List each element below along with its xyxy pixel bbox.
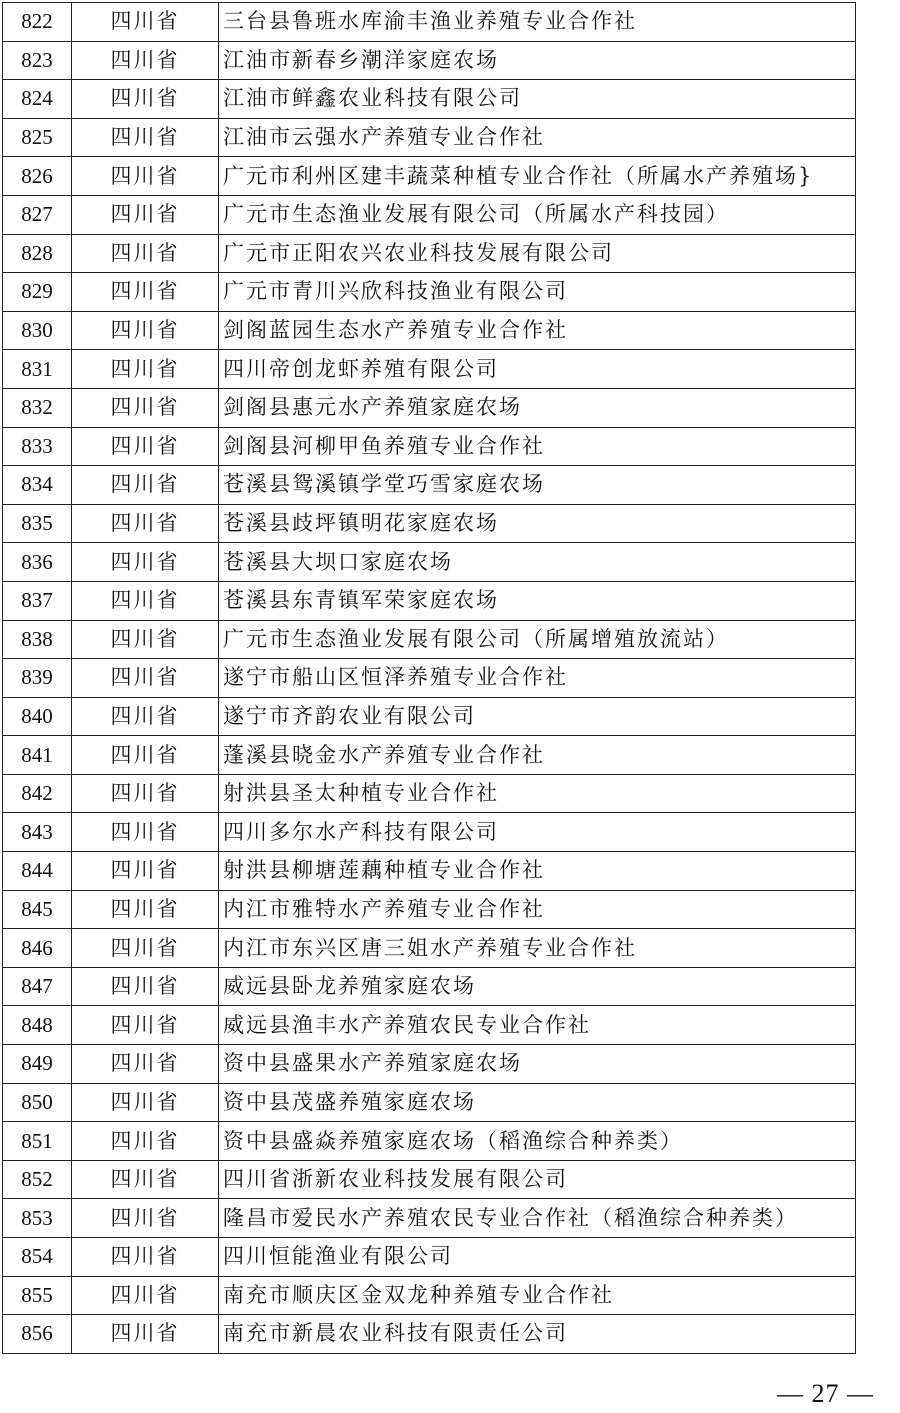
table-row: [3, 1083, 856, 1122]
province-cell: 四川省: [72, 967, 219, 1006]
organization-name-cell: 射洪县圣太种植专业合作社: [219, 774, 856, 813]
organization-name-cell: 江油市鲜鑫农业科技有限公司: [219, 80, 856, 119]
province-cell: 四川省: [72, 3, 219, 42]
table-row: [3, 1045, 856, 1084]
row-number-cell: 829: [3, 273, 72, 312]
row-number-cell: 830: [3, 311, 72, 350]
row-number-cell: 838: [3, 620, 72, 659]
row-number-cell: 833: [3, 427, 72, 466]
organization-name-cell: 三台县鲁班水库渝丰渔业养殖专业合作社: [219, 3, 856, 42]
table-row: [3, 736, 856, 775]
province-cell: 四川省: [72, 1122, 219, 1161]
table-row: [3, 504, 856, 543]
table-row: [3, 1276, 856, 1315]
page-number: — 27 —: [777, 1379, 874, 1408]
row-number-cell: 839: [3, 659, 72, 698]
organization-name-cell: 苍溪县歧坪镇明花家庭农场: [219, 504, 856, 543]
organization-name-cell: 剑阁县河柳甲鱼养殖专业合作社: [219, 427, 856, 466]
row-number-cell: 849: [3, 1045, 72, 1084]
province-cell: 四川省: [72, 659, 219, 698]
province-cell: 四川省: [72, 736, 219, 775]
organization-name-cell: 蓬溪县晓金水产养殖专业合作社: [219, 736, 856, 775]
row-number-cell: 854: [3, 1238, 72, 1277]
organization-name-cell: 苍溪县鸳溪镇学堂巧雪家庭农场: [219, 466, 856, 505]
organization-name-cell: 广元市生态渔业发展有限公司（所属水产科技园）: [219, 195, 856, 234]
organization-name-cell: 江油市云强水产养殖专业合作社: [219, 118, 856, 157]
row-number-cell: 844: [3, 852, 72, 891]
table-row: [3, 813, 856, 852]
table-row: [3, 929, 856, 968]
row-number-cell: 836: [3, 543, 72, 582]
table-row: [3, 311, 856, 350]
row-number-cell: 826: [3, 157, 72, 196]
province-cell: 四川省: [72, 80, 219, 119]
table-row: [3, 1006, 856, 1045]
row-number-cell: 832: [3, 388, 72, 427]
table-row: [3, 1122, 856, 1161]
row-number-cell: 822: [3, 3, 72, 42]
table-row: [3, 697, 856, 736]
organization-name-cell: 威远县卧龙养殖家庭农场: [219, 967, 856, 1006]
organization-name-cell: 资中县盛焱养殖家庭农场（稻渔综合种养类）: [219, 1122, 856, 1161]
row-number-cell: 834: [3, 466, 72, 505]
organization-name-cell: 南充市新晨农业科技有限责任公司: [219, 1315, 856, 1354]
province-cell: 四川省: [72, 273, 219, 312]
province-cell: 四川省: [72, 311, 219, 350]
row-number-cell: 841: [3, 736, 72, 775]
organization-name-cell: 苍溪县东青镇军荣家庭农场: [219, 581, 856, 620]
table-row: [3, 41, 856, 80]
table-row: [3, 3, 856, 42]
organization-name-cell: 射洪县柳塘莲藕种植专业合作社: [219, 852, 856, 891]
organization-name-cell: 广元市正阳农兴农业科技发展有限公司: [219, 234, 856, 273]
row-number-cell: 837: [3, 581, 72, 620]
organization-name-cell: 四川恒能渔业有限公司: [219, 1238, 856, 1277]
row-number-cell: 825: [3, 118, 72, 157]
province-cell: 四川省: [72, 350, 219, 389]
organization-name-cell: 内江市雅特水产养殖专业合作社: [219, 890, 856, 929]
province-cell: 四川省: [72, 504, 219, 543]
table-row: [3, 234, 856, 273]
row-number-cell: 855: [3, 1276, 72, 1315]
province-cell: 四川省: [72, 41, 219, 80]
table-row: [3, 774, 856, 813]
province-cell: 四川省: [72, 1160, 219, 1199]
table-row: [3, 118, 856, 157]
province-cell: 四川省: [72, 852, 219, 891]
row-number-cell: 828: [3, 234, 72, 273]
organization-name-cell: 资中县盛果水产养殖家庭农场: [219, 1045, 856, 1084]
row-number-cell: 843: [3, 813, 72, 852]
province-cell: 四川省: [72, 813, 219, 852]
province-cell: 四川省: [72, 1083, 219, 1122]
province-cell: 四川省: [72, 1238, 219, 1277]
province-cell: 四川省: [72, 234, 219, 273]
record-table: [2, 2, 856, 1354]
province-cell: 四川省: [72, 774, 219, 813]
row-number-cell: 848: [3, 1006, 72, 1045]
province-cell: 四川省: [72, 157, 219, 196]
organization-name-cell: 广元市青川兴欣科技渔业有限公司: [219, 273, 856, 312]
row-number-cell: 856: [3, 1315, 72, 1354]
province-cell: 四川省: [72, 466, 219, 505]
organization-name-cell: 遂宁市船山区恒泽养殖专业合作社: [219, 659, 856, 698]
organization-name-cell: 遂宁市齐韵农业有限公司: [219, 697, 856, 736]
organization-name-cell: 剑阁蓝园生态水产养殖专业合作社: [219, 311, 856, 350]
table-row: [3, 1315, 856, 1354]
table-row: [3, 620, 856, 659]
table-row: [3, 1238, 856, 1277]
row-number-cell: 835: [3, 504, 72, 543]
table-row: [3, 1160, 856, 1199]
row-number-cell: 824: [3, 80, 72, 119]
table-row: [3, 890, 856, 929]
row-number-cell: 823: [3, 41, 72, 80]
province-cell: 四川省: [72, 1276, 219, 1315]
row-number-cell: 853: [3, 1199, 72, 1238]
province-cell: 四川省: [72, 118, 219, 157]
organization-name-cell: 南充市顺庆区金双龙种养殖专业合作社: [219, 1276, 856, 1315]
province-cell: 四川省: [72, 543, 219, 582]
table-row: [3, 195, 856, 234]
province-cell: 四川省: [72, 388, 219, 427]
province-cell: 四川省: [72, 1315, 219, 1354]
row-number-cell: 850: [3, 1083, 72, 1122]
organization-name-cell: 广元市利州区建丰蔬菜种植专业合作社（所属水产养殖场}: [219, 157, 856, 196]
province-cell: 四川省: [72, 581, 219, 620]
province-cell: 四川省: [72, 195, 219, 234]
table-row: [3, 1199, 856, 1238]
province-cell: 四川省: [72, 929, 219, 968]
province-cell: 四川省: [72, 1045, 219, 1084]
row-number-cell: 851: [3, 1122, 72, 1161]
table-row: [3, 543, 856, 582]
table-row: [3, 581, 856, 620]
row-number-cell: 827: [3, 195, 72, 234]
organization-name-cell: 四川省浙新农业科技发展有限公司: [219, 1160, 856, 1199]
organization-name-cell: 资中县茂盛养殖家庭农场: [219, 1083, 856, 1122]
organization-name-cell: 剑阁县惠元水产养殖家庭农场: [219, 388, 856, 427]
row-number-cell: 831: [3, 350, 72, 389]
table-row: [3, 466, 856, 505]
organization-name-cell: 苍溪县大坝口家庭农场: [219, 543, 856, 582]
table-row: [3, 388, 856, 427]
organization-name-cell: 四川帝创龙虾养殖有限公司: [219, 350, 856, 389]
table-row: [3, 273, 856, 312]
organization-name-cell: 威远县渔丰水产养殖农民专业合作社: [219, 1006, 856, 1045]
province-cell: 四川省: [72, 1006, 219, 1045]
organization-name-cell: 隆昌市爱民水产养殖农民专业合作社（稻渔综合种养类）: [219, 1199, 856, 1238]
row-number-cell: 847: [3, 967, 72, 1006]
table-row: [3, 427, 856, 466]
organization-name-cell: 四川多尔水产科技有限公司: [219, 813, 856, 852]
row-number-cell: 845: [3, 890, 72, 929]
organization-name-cell: 内江市东兴区唐三姐水产养殖专业合作社: [219, 929, 856, 968]
table-row: [3, 967, 856, 1006]
table-row: [3, 350, 856, 389]
table-row: [3, 659, 856, 698]
province-cell: 四川省: [72, 697, 219, 736]
row-number-cell: 842: [3, 774, 72, 813]
table-row: [3, 80, 856, 119]
table-row: [3, 852, 856, 891]
organization-name-cell: 广元市生态渔业发展有限公司（所属增殖放流站）: [219, 620, 856, 659]
province-cell: 四川省: [72, 1199, 219, 1238]
table-row: [3, 157, 856, 196]
province-cell: 四川省: [72, 620, 219, 659]
province-cell: 四川省: [72, 890, 219, 929]
row-number-cell: 840: [3, 697, 72, 736]
organization-name-cell: 江油市新春乡潮洋家庭农场: [219, 41, 856, 80]
row-number-cell: 852: [3, 1160, 72, 1199]
record-table-body: [3, 3, 856, 1354]
province-cell: 四川省: [72, 427, 219, 466]
row-number-cell: 846: [3, 929, 72, 968]
